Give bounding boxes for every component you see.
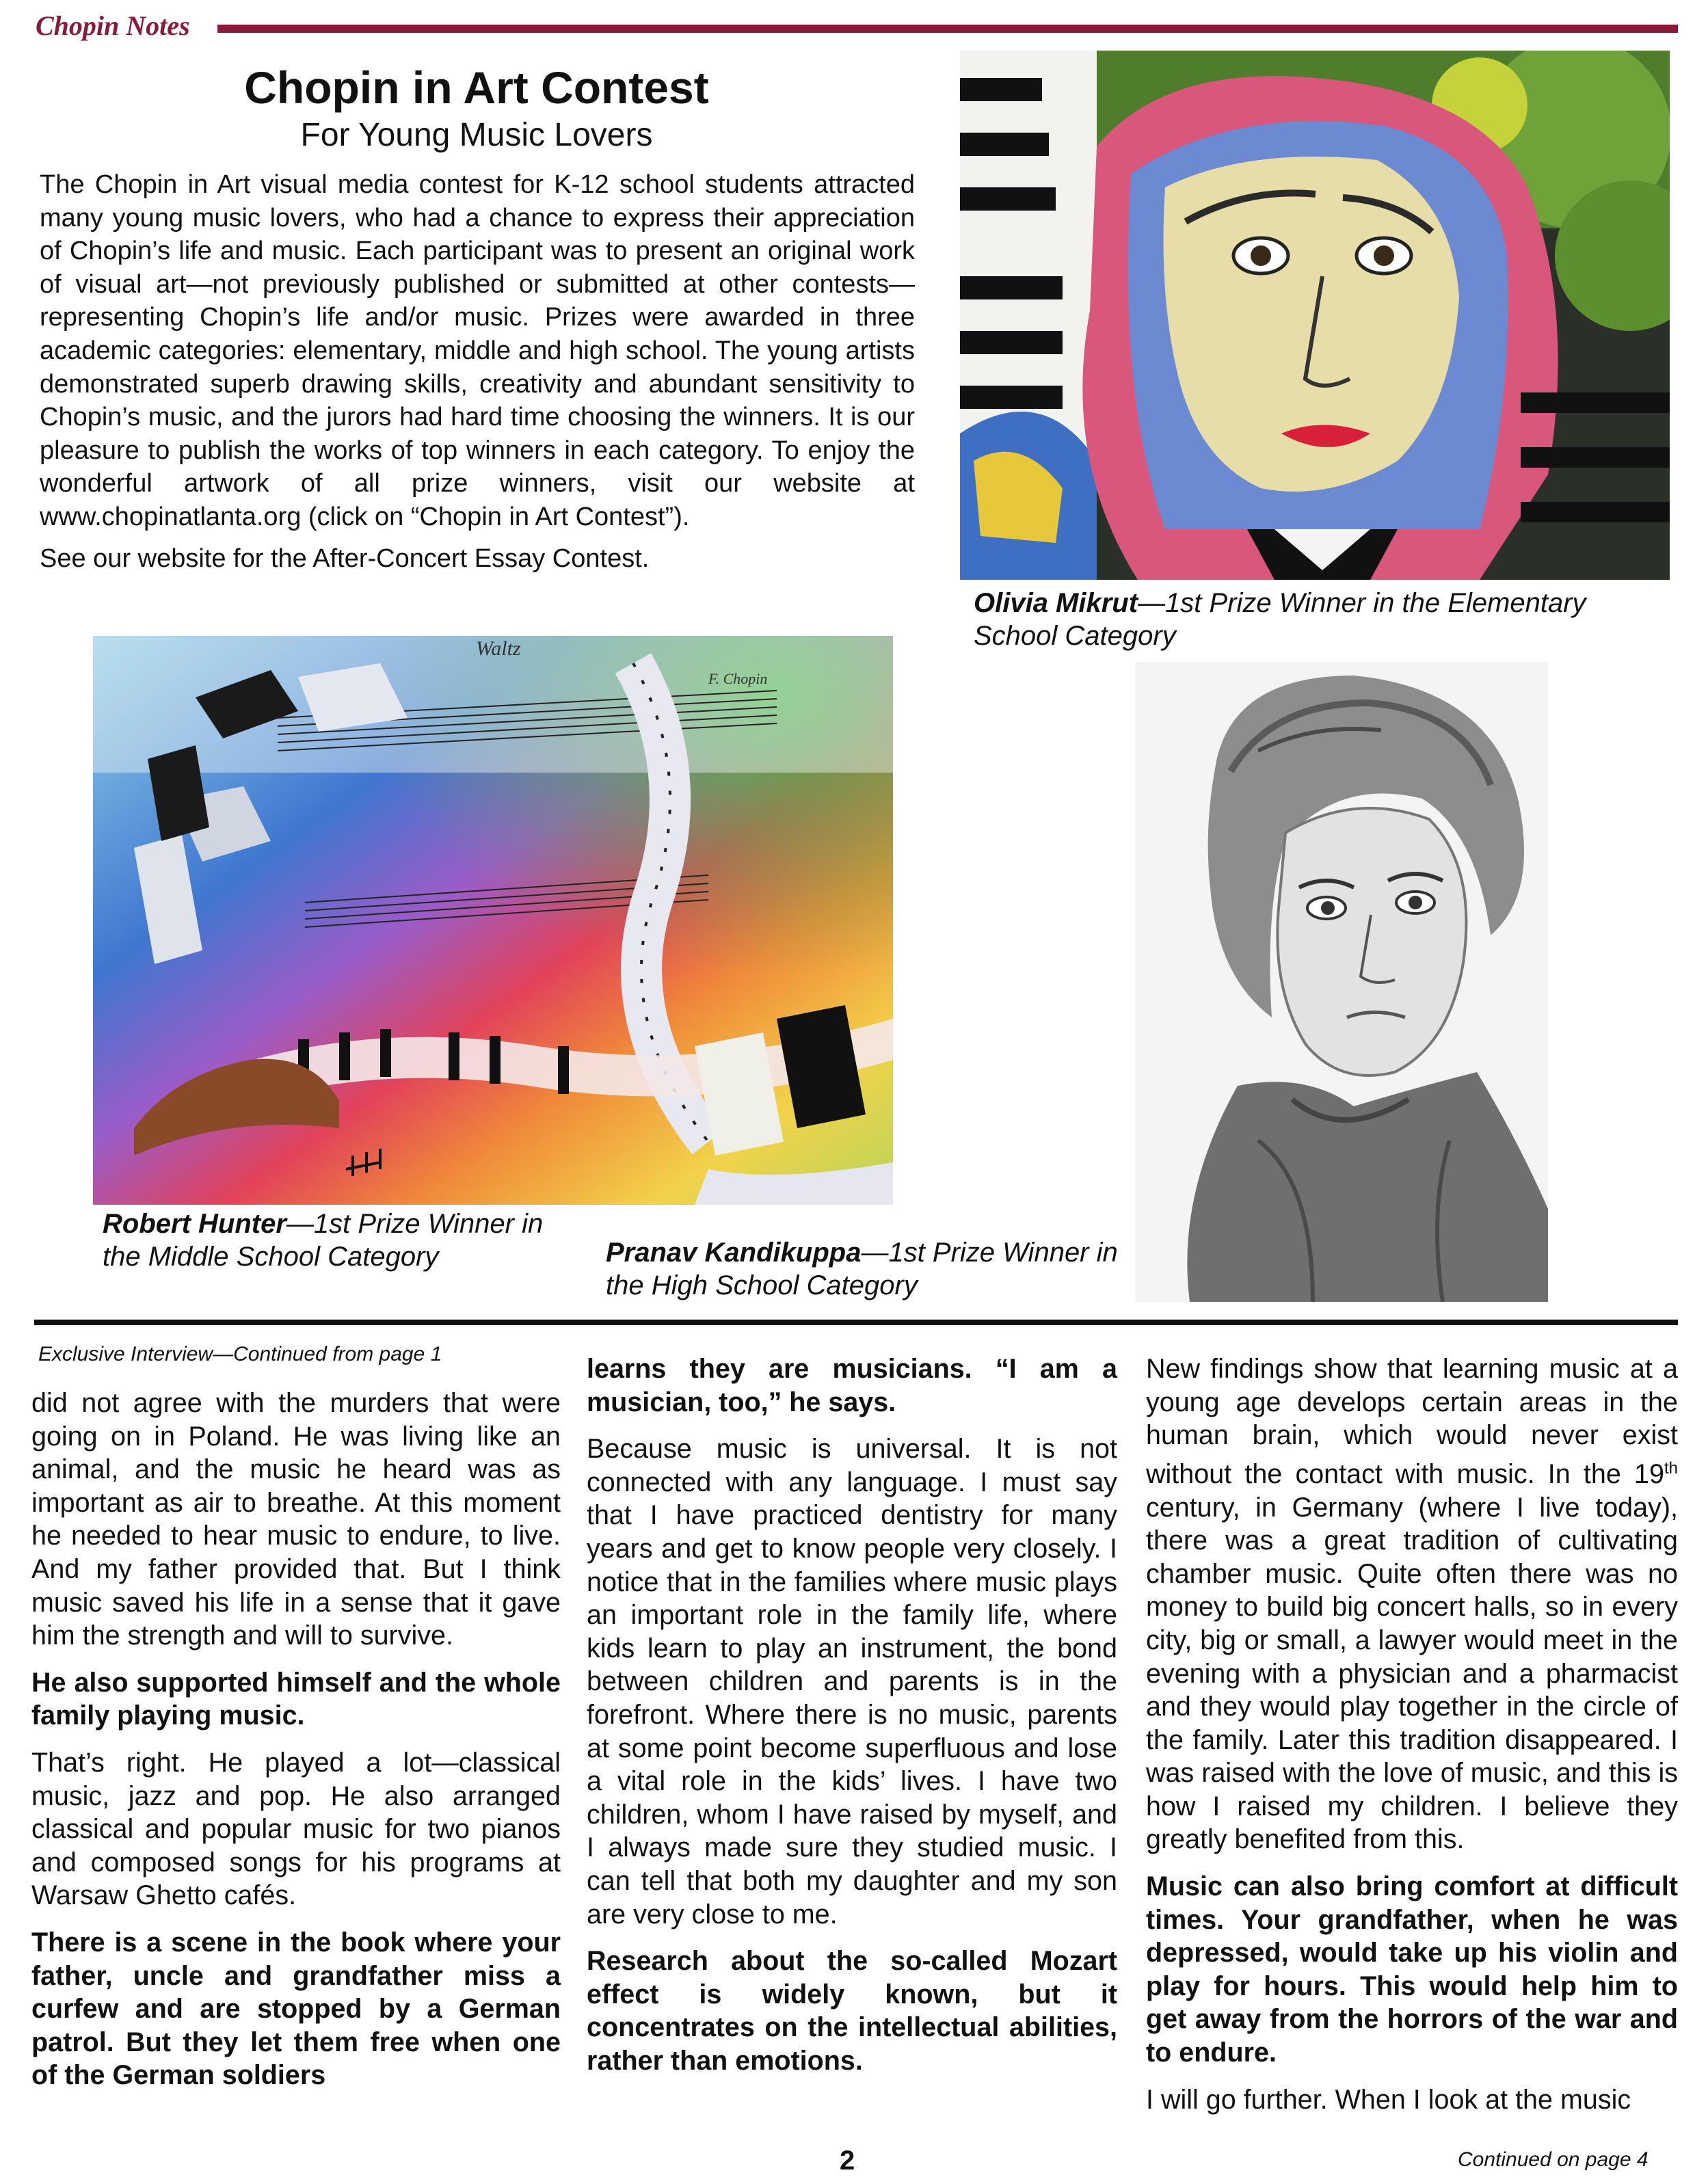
newsletter-label: Chopin Notes [36, 10, 190, 41]
intro-paragraph: The Chopin in Art visual media contest for K-12 school students attracted many young music lovers, who had a chance to express their appreciation of Chopin’s life and music. Each participant was to present an original work of visual art—not previously published or submitted at other contests—representing Chopin’s life and/or music. Prizes were awarded in three academic categories: elementary, middle and high school. The young artists demonstrated superb drawing skills, creativity and abundant sensitivity to Chopin’s music, and the jurors had hard time choosing the winners. It is our pleasure to publish the works of top winners in each category. To enjoy the wonderful artwork of all prize winners, visit our website at www.chopinatlanta.org (click on “Chopin in Art Contest”). [40, 170, 915, 531]
pranav-drawing [1135, 662, 1548, 1302]
interview-column-2 [587, 1352, 1117, 2091]
col1-answer-2: That’s right. He played a lot—classical music, jazz and pop. He also arranged classical and popular music for two pianos and composed songs for his programs at Warsaw Ghetto cafés. [31, 1747, 561, 1911]
section-divider [34, 1320, 1678, 1325]
composer-text: F. Chopin [708, 670, 768, 687]
col3-answer-1-part-b: century, in Germany (where I live today), there was a great tradition of cultivating chamber music. Quite often there was no money to build big concert halls, so in every city, big or small, a lawyer would meet in the evening with a physician and a pharmacist and they would play together in the circle of the family. Later this tradition disappeared. I was raised with the love of music, and this is how I raised my children. I believe they greatly benefited from this. [1146, 1492, 1678, 1855]
header-rule [217, 25, 1678, 33]
article-intro [40, 168, 915, 575]
robert-painting [93, 636, 893, 1205]
col2-question-1: learns they are musicians. “I am a musician, too,” he says. [587, 1354, 1117, 1417]
olivia-caption [974, 587, 1671, 652]
interview-column-3 [1146, 1352, 1678, 2130]
col3-answer-2: I will go further. When I look at the music [1146, 2084, 1631, 2115]
col1-question-1: He also supported himself and the whole family playing music. [31, 1667, 561, 1731]
pranav-name: Pranav Kandikuppa [606, 1238, 862, 1268]
col3-answer-1-part-a: New findings show that learning music at a young age develops certain areas in the human brain, which would never exist without the contact with music. In the 19 [1146, 1354, 1678, 1489]
page-number: 2 [840, 2146, 855, 2176]
robert-caption [103, 1207, 581, 1273]
pranav-caption-text: —1st Prize Winner in the High School Category [606, 1238, 1118, 1300]
col1-question-2: There is a scene in the book where your father, uncle and grandfather miss a curfew and are stopped by a German patrol. But they let them free when one of the German soldiers [31, 1927, 561, 2091]
interview-column-1 [31, 1387, 561, 2106]
robert-name: Robert Hunter [103, 1209, 286, 1239]
col3-question-1: Music can also bring comfort at difficult times. Your grandfather, when he was depressed, would take up his violin and play for hours. This would help him to get away from the horrors of the war and to endure. [1146, 1871, 1678, 2068]
olivia-painting [960, 51, 1670, 580]
olivia-caption-text: —1st Prize Winner in the Elementary School Category [974, 588, 1586, 651]
col2-answer-1: Because music is universal. It is not connected with any language. I must say that I have practiced dentistry for many years and get to know people very closely. I notice that in the families where music plays an important role in the family life, where kids learn to play an instrument, the bond between children and parents is in the forefront. Where there is no music, parents at some point become superfluous and lose a vital role in the kids’ lives. I have two children, whom I have raised by myself, and I always made sure they studied music. I can tell that both my daughter and my son are very close to me. [587, 1434, 1117, 1929]
continued-from-label: Exclusive Interview—Continued from page 1 [38, 1343, 442, 1365]
col3-answer-1 [1146, 1352, 1678, 1856]
pranav-caption [606, 1236, 1132, 1302]
article-title: Chopin in Art Contest [244, 62, 709, 113]
col3-ordinal-suffix: th [1664, 1458, 1678, 1478]
robert-caption-text: —1st Prize Winner in the Middle School Category [103, 1209, 544, 1272]
article-subtitle: For Young Music Lovers [300, 117, 653, 153]
olivia-name: Olivia Mikrut [974, 588, 1138, 618]
continued-on-label: Continued on page 4 [1458, 2148, 1649, 2171]
waltz-text: Waltz [476, 637, 521, 660]
essay-note: See our website for the After-Concert Essay Contest. [40, 544, 650, 573]
col1-answer-1: did not agree with the murders that were going on in Poland. He was living like an animal, and the music he heard was as important as air to breathe. At this moment he needed to hear music to endure, to live. And my father provided that. But I think music saved his life in a sense that it gave him the strength and will to survive. [31, 1388, 561, 1651]
col2-question-2: Research about the so-called Mozart effect is widely known, but it concentrates on the intellectual abilities, rather than emotions. [587, 1946, 1117, 2076]
